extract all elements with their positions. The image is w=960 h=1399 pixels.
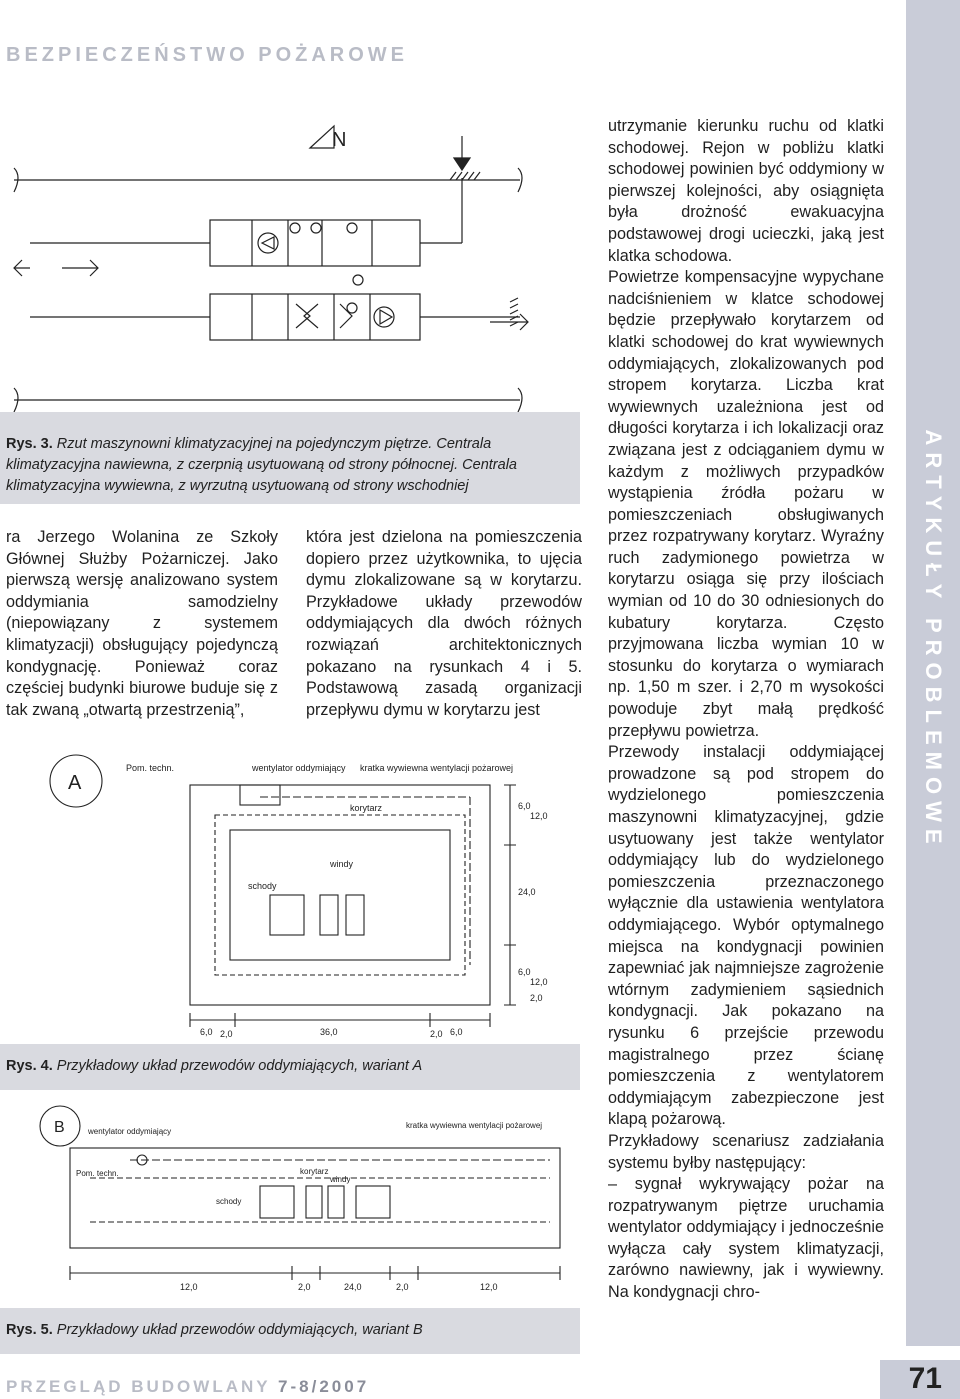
figure-3-caption — [6, 434, 576, 497]
column-right-p1: utrzymanie kierunku ruchu od klatki schodowej. Rejon w pobliżu klatki schodowej powinien być oddymiony w pierwszej kolejności, aby osiągnięta była drożność ewakuacyjna podstawowej drogi ucieczki, jaką jest klatka schodowa. — [608, 117, 884, 265]
column-right — [608, 116, 884, 1304]
label-wentylator: wentylator oddymiający — [88, 1127, 172, 1136]
louver-icon — [450, 172, 480, 180]
figure-5-caption — [6, 1320, 576, 1341]
north-arrow-icon — [310, 126, 334, 148]
figure-4-caption — [6, 1056, 576, 1077]
building-outline — [70, 1148, 560, 1248]
dim-label: 6,0 — [200, 1027, 213, 1037]
figure-5-caption-label: Rys. 5. — [6, 1322, 53, 1338]
label-korytarz: korytarz — [300, 1167, 329, 1176]
dim-label: 36,0 — [320, 1027, 338, 1037]
side-band-label-box — [906, 380, 960, 900]
column-left-text: ra Jerzego Wolanina ze Szkoły Głównej Służby Pożarniczej. Jako pierwszą wersję analizowano system oddymiania samodzielny (niepowiązany z systemem klimatyzacji) obsługujący pojedynczą kondygnację. Ponieważ coraz częściej budynki biurowe buduje się z tak zwaną „otwartą przestrzenią”, — [6, 528, 278, 719]
dim-label: 2,0 — [530, 993, 543, 1003]
figure-5-caption-text: Przykładowy układ przewodów oddymiających, wariant B — [56, 1322, 423, 1338]
column-right-p5: – sygnał wykrywający pożar na rozpatrywanym piętrze uruchamia wentylator oddymiający i jednocześnie wyłącza cały system klimatyzacji, zarówno nawiewny, jak i wywiewny. Na kondygnacji chro- — [608, 1175, 884, 1302]
label-kratka: kratka wywiewna wentylacji pożarowej — [406, 1121, 543, 1130]
dim-label: 6,0 — [450, 1027, 463, 1037]
figure-3-caption-label: Rys. 3. — [6, 436, 53, 452]
dim-label: 2,0 — [396, 1282, 409, 1292]
dim-label: 6,0 — [518, 967, 531, 977]
label-wentylator: wentylator oddymiający — [252, 763, 346, 773]
stairs — [260, 1186, 294, 1218]
elevator — [306, 1186, 322, 1218]
dim-label: 12,0 — [530, 977, 548, 987]
label-windy: windy — [330, 1175, 351, 1184]
section-title: BEZPIECZEŃSTWO POŻAROWE — [6, 44, 408, 66]
label-pom-techn: Pom. techn. — [76, 1169, 119, 1178]
stairs — [270, 895, 304, 935]
label-korytarz: korytarz — [350, 803, 383, 813]
issue-number: 7-8/2007 — [278, 1377, 370, 1396]
label-pom-techn: Pom. techn. — [126, 763, 175, 773]
label-windy: windy — [330, 859, 354, 869]
dim-label: 12,0 — [480, 1282, 498, 1292]
figure-4-caption-label: Rys. 4. — [6, 1058, 53, 1074]
figure-3-drawing — [0, 118, 580, 418]
page-number-box — [880, 1360, 960, 1399]
dimension-line-h — [190, 1013, 490, 1027]
core — [230, 830, 450, 960]
magazine-name: PRZEGLĄD BUDOWLANY — [6, 1377, 271, 1396]
column-left — [6, 527, 278, 721]
corridor — [215, 815, 465, 975]
dim-label: 12,0 — [530, 811, 548, 821]
exhaust-unit — [210, 294, 420, 340]
dimension-line-v — [504, 785, 516, 1005]
side-band-label: ARTYKUŁY PROBLEMOWE — [921, 429, 946, 851]
label-schody: schody — [248, 881, 277, 891]
figure-3-caption-text: Rzut maszynowni klimatyzacyjnej na pojedynczym piętrze. Centrala klimatyzacyjna nawiewna, z czerpnią usytuowaną od strony północnej. Centrala klimatyzacyjna wywiewna, z wyrzutną usytuowaną od strony wschodniej — [6, 436, 517, 494]
column-right-p2: Powietrze kompensacyjne wypychane nadciśnieniem w klatce schodowej będzie przepływało korytarzem od klatki schodowej do krat wywiewnych oddymiających, zlokalizowanych pod stropem korytarza. Liczba krat wywiewnych uzależniona jest od długości korytarza i ich lokalizacji oraz związana jest z odciąganiem dymu w każdym z możliwych przypadków wystąpienia źródła pożaru w pomieszczeniach obsługiwanych przez rozpatrywany korytarz. Wyraźny ruch zadymionego powietrza w korytarzu osiąga się przy ilościach wymian od 10 do 30 odniesionych do kubatury korytarza. Często przyjmowana liczba wymian 10 w stosunku do korytarza o wymiarach np. 1,50 m szer. i 2,70 m wysokości powoduje zbyt małą prędkość przepływu powietrza. — [608, 268, 884, 740]
page-number: 71 — [908, 1362, 942, 1395]
column-middle-text: która jest dzielona na pomieszczenia dopiero przez użytkownika, to ujęcia dymu zlokalizowane są w korytarzu. Przykładowe układy przewodów oddymiających dla dwóch różnych rozwiązań architektonicznych pokazano na rysunkach 4 i 5. Podstawową zasadą organizacji przepływu dymu w korytarzu jest — [306, 528, 582, 719]
elevator — [346, 895, 364, 935]
label-kratka: kratka wywiewna wentylacji pożarowej — [360, 763, 514, 773]
footer-magazine — [6, 1377, 369, 1397]
dim-label: 2,0 — [220, 1029, 233, 1039]
column-right-p3: Przewody instalacji oddymiającej prowadzone są pod stropem do wydzielonego pomieszczenia maszynowni klimatyzacyjnej, gdzie usytuowany jest także wentylator oddymiający lub do wydzielonego pomieszczenia przeznaczonego wyłącznie dla ustawienia wentylatora oddymiającego. Wybór optymalnego miejsca na kondygnacji powinien zapewniać jak najmniejsze zagrożenie wtórnym zadymieniem sąsiednich kondygnacji. Jak pokazano na rysunku 6 przejście przewodu magistralnego przez ścianę pomieszczenia z wentylatorem oddymiającym zabezpieczone jest klapą pożarową. — [608, 743, 884, 1129]
elevator — [320, 895, 338, 935]
figure-4-caption-text: Przykładowy układ przewodów oddymiających, wariant A — [56, 1058, 423, 1074]
north-label: N — [332, 129, 347, 151]
building-outline — [190, 785, 490, 1005]
elevator — [328, 1186, 344, 1218]
filter-icon — [296, 304, 318, 328]
dim-label: 24,0 — [344, 1282, 362, 1292]
dim-label: 12,0 — [180, 1282, 198, 1292]
variant-b-label: B — [54, 1119, 65, 1136]
figure-5-drawing — [30, 1098, 570, 1298]
dim-label: 24,0 — [518, 887, 536, 897]
variant-a-label: A — [68, 772, 82, 794]
figure-4-drawing — [30, 745, 570, 1040]
dim-label: 2,0 — [298, 1282, 311, 1292]
dim-label: 2,0 — [430, 1029, 443, 1039]
dim-label: 6,0 — [518, 801, 531, 811]
supply-unit — [210, 220, 420, 266]
label-schody: schody — [216, 1197, 242, 1206]
dimension-line-h — [70, 1266, 560, 1280]
column-right-p4: Przykładowy scenariusz zadziałania systemu byłby następujący: — [608, 1131, 884, 1172]
column-middle — [306, 527, 582, 721]
